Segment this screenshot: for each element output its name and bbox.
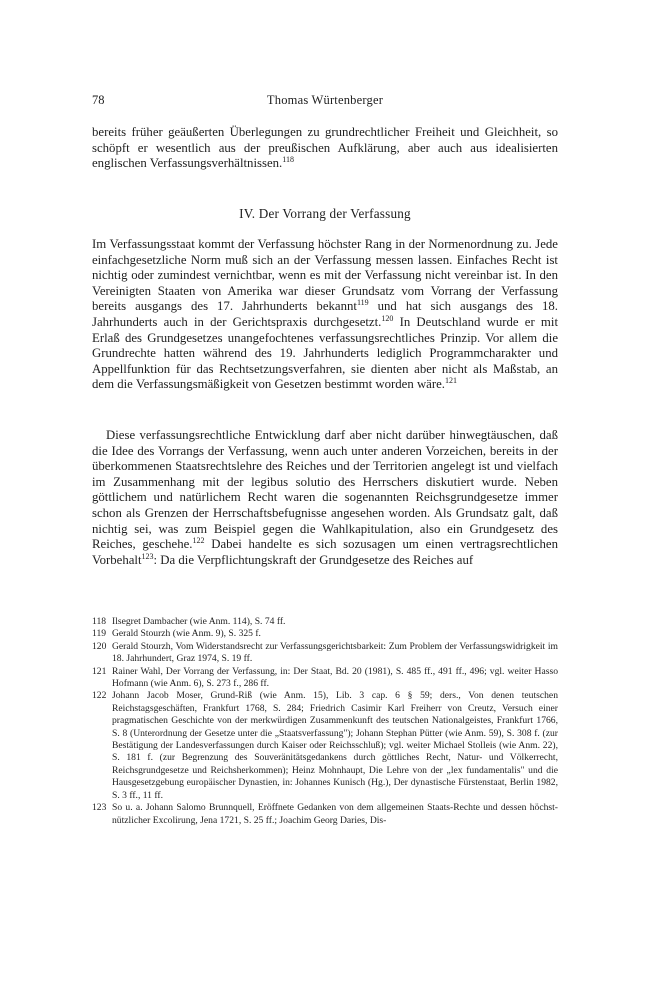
- paragraph: [92, 237, 558, 393]
- footnote-number: 122: [92, 690, 107, 702]
- footnote-text: Gerald Stourzh, Vom Widerstandsrecht zur Verfassungsgerichtsbarkeit: Zum Problem der Verfassungswidrigkeit im 18. Jahrhundert, Graz 1974, S. 19 ff.: [112, 640, 558, 665]
- paragraph-continuation: [92, 125, 558, 172]
- section-heading: IV. Der Vorrang der Verfassung: [239, 206, 411, 221]
- footnotes: [92, 616, 558, 827]
- footnote-number: 118: [92, 616, 107, 627]
- footnote-text: So u. a. Johann Salomo Brunnquell, Eröffnete Gedanken von dem allgemeinen Staats-Rechte und dessen höchst-nützlicher Excolirung, Jena 1721, S. 25 ff.; Joachim Georg Daries, Dis-: [112, 802, 558, 826]
- page-number: 78: [92, 93, 105, 107]
- footnote-ref[interactable]: 119: [356, 298, 369, 308]
- footnote: [92, 616, 558, 628]
- footnote: [92, 802, 558, 827]
- footnote-ref[interactable]: 121: [445, 376, 458, 386]
- footnote-ref[interactable]: 122: [192, 536, 205, 546]
- footnote-text: Gerald Stourzh (wie Anm. 9), S. 325 f.: [112, 628, 261, 640]
- footnote-number: 120: [92, 640, 107, 652]
- footnote-number: 119: [92, 628, 107, 640]
- paragraph-text: und hat sich ausgangs des 18. Jahrhunderts auch in der Gerichtspraxis durchgesetzt.: [92, 299, 558, 329]
- footnote-text: Johann Jacob Moser, Grund-Riß (wie Anm. 15), Lib. 3 cap. 6 § 59; ders., Von denen teutschen Reichstagsgeschäften, Frankfurt 1768, S. 284; Friedrich Casimir Karl Freiherr von Creutz, Versuch einer pragmatischen Geschichte von der merkwürdigen Zusammenkunft des teutschen Nationalgeistes, Frankfurt 1766, S. 8 (Unterordnung der Gesetze unter die „Staatsverfassung"); Johann Stephan Pütter (wie Anm. 59), S. 308 f. (zur Bestätigung der Landesverfassungen durch Kaiser oder Reichsschluß); vgl. weiter Michael Stolleis (wie Anm. 22), S. 181 f. (zur Begrenzung des Souveränitätsgedankens durch göttliches Recht, Natur- und Völkerrecht, Reichsgrundgesetze und Reichsherkommen); Heinz Mohnhaupt, Die Lehre von der „lex fundamentalis" und die Hausgesetzgebung europäischer Dynastien, in: Johannes Kunisch (Hg.), Der dynastische Fürstenstaat, Berlin 1982, S. 3 ff., 11 ff.: [112, 690, 558, 801]
- paragraph-text: In Deutschland wurde er mit Erlaß des Grundgesetzes unangefochtenes verfassungsrechtliches Prinzip. Vor allem die Grundrechte hatten während des 19. Jahrhunderts lediglich Programmcharakter und Appellfunktion für das Rechtsetzungsverfahren, sie dienten aber nicht als Maßstab, an dem die Verfassungsmäßigkeit von Gesetzen bestimmt worden wäre.: [92, 314, 558, 392]
- footnote: [92, 628, 558, 640]
- footnote-number: 121: [92, 665, 107, 677]
- footnote-text: Ilsegret Dambacher (wie Anm. 114), S. 74 ff.: [112, 616, 286, 627]
- footnote: [92, 666, 558, 691]
- footnote-ref[interactable]: 120: [381, 313, 394, 323]
- paragraph-text: Im Verfassungsstaat kommt der Verfassung höchster Rang in der Normenordnung zu. Jede einfachgesetzliche Norm muß sich an der Verfassung messen lassen. Einfaches Recht ist nichtig oder zumindest vernichtbar, wenn es mit der Verfassung nicht vereinbar ist. In den Vereinigten Staaten von Amerika war dieser Grundsatz vom Vorrang der Verfassung bereits ausgangs des 17. Jahrhunderts bekannt: [92, 237, 558, 314]
- paragraph-text: Dabei handelte es sich sozusagen um einen vertragsrechtlichen Vorbehalt: [92, 537, 558, 567]
- paragraph: [92, 428, 558, 568]
- paragraph-text: bereits früher geäußerten Überlegungen zu grundrechtlicher Freiheit und Gleichheit, so schöpft er wesentlich aus der preußischen Aufklärung, aber auch aus idealisierten englischen Verfassungsverhältnissen.: [92, 125, 558, 171]
- page-header: [0, 93, 650, 111]
- footnote-number: 123: [92, 802, 107, 814]
- footnote-ref[interactable]: 123: [141, 551, 154, 561]
- paragraph-text: Diese verfassungsrechtliche Entwicklung darf aber nicht darüber hinwegtäuschen, daß die Idee des Vorrangs der Verfassung, wenn auch unter anderen Vorzeichen, bereits in der überkommenen Staatsrechtslehre des Reiches und der Territorien angelegt ist und vielfach im Zusammenhang mit der legibus solutio des Herrschers diskutiert wurde. Neben göttlichem und natürlichem Recht waren die sogenannten Reichsgrundgesetze immer schon als Grenzen der Herrschaftsbefugnisse angesehen worden. Als Grundsatz galt, daß nichtig sei, was zum Beispiel gegen die Wahlkapitulation, also ein Grundgesetz des Reiches, geschehe.: [92, 428, 558, 552]
- paragraph-text: : Da die Verpflichtungskraft der Grundgesetze des Reiches auf: [153, 552, 474, 567]
- footnote: [92, 641, 558, 666]
- footnote-text: Rainer Wahl, Der Vorrang der Verfassung, in: Der Staat, Bd. 20 (1981), S. 485 ff., 491 ff., 496; vgl. weiter Hasso Hofmann (wie Anm. 6), S. 273 f., 286 ff.: [112, 665, 558, 690]
- running-title: Thomas Würtenberger: [266, 93, 384, 107]
- footnote: [92, 690, 558, 802]
- footnote-ref[interactable]: 118: [282, 155, 294, 165]
